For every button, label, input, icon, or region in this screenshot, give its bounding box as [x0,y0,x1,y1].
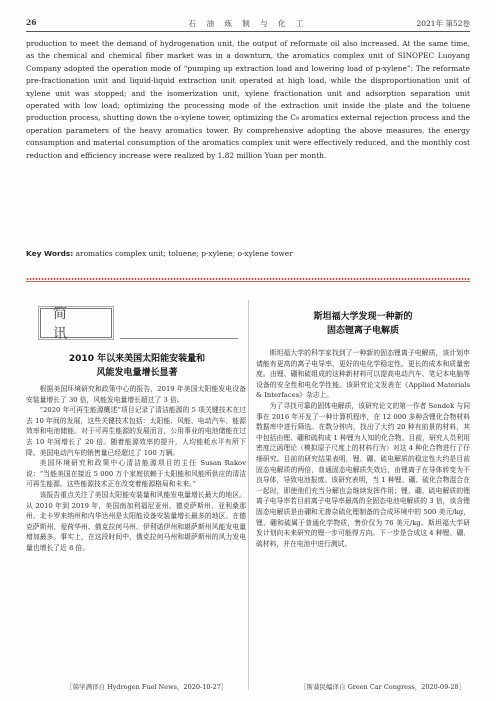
right-article-title [256,310,470,338]
left-article-source: ［韩学满译自 Hydrogen Fuel News，2020-10-27］ [66,683,228,691]
left-paragraph: “2020 年可再生能源概述”项目记录了清洁能源的 5 项关键技术在过去 10 年间的发展，这些关键技术包括：太阳能、风能、电动汽车、能源效率和电池储能。对于可再生能源的发展而言，公用事业的电池储能在过去 10 年间增长了 20 倍。随着能源效率的提升，人均能耗水平有所下降。美国电动汽车的销售量已经超过了 100 万辆。 [26,406,246,457]
right-paragraph: 斯坦福大学的科学家找到了一种新的固态锂离子电解质，该计划申请能有更高的离子电导率、更好的电化学稳定性、更长的成本和质量密度。由锂、硼和硫组成的这种新材料可以提高电动汽车、笔记本电脑等设备的安全性和电化学性能。该研究论文发表在《Applied Materials & Interfaces》杂志上。 [256,349,470,400]
left-title-line1: 2010 年以来美国太阳能安装量和 [68,354,206,364]
left-paragraph: 该报告重点关注了美国太阳能安装量和风能发电量增长最大的地区。从 2010 年到 2019 年，美国南加利福尼亚州、德克萨斯州、亚利桑那州、北卡罗来纳州和内华达州是太阳能设备安装量增长最多的地区。在德克萨斯州、爱荷华州、俄克拉何马州、伊利诺伊州和堪萨斯州风能发电量增加最多。事实上，在这段时间中，俄克拉何马州和堪萨斯州的风力发电量也增长了近 8 倍。 [26,490,246,552]
page-header [26,18,470,30]
page-number: 26 [26,18,37,27]
header-rule [26,31,470,32]
right-title-line1: 斯坦福大学发现一种新的 [313,312,413,322]
left-paragraph: 根据美国环境研究和政策中心的报告，2019 年美国太阳能发电设备安装量增长了 30 倍，风能发电量增长超过了 3 倍。 [26,385,246,404]
brief-underline [120,338,238,339]
brief-badge: 简 讯 [40,308,112,338]
left-article-body [26,384,246,554]
left-paragraph: 美国环境研究和政策中心清洁能源项目的主任 Susan Rakov 说：“当能美国在接近 5 000 万个家庭依赖于太阳能和风能所供应的清洁可再生能源。这些能源技术正在改变着能源格局和未来。” [26,459,246,489]
right-paragraph: 为了寻找可靠的固体电解质，该研究论文的第一作者 Sendek 与同事在 2016 年开发了一种计算机程序，在 12 000 多种含锂化合物材料数据库中进行筛选。在数分钟内，找出了大约 20 种有前景的材料，其中包括由锂、硼和硫构成 1 种锂为人知的化合物。目前，研究人员利用密度泛函理论（模拟原子尺度上的材料行为）对这 4 种化合物进行了仔细研究。目前的研究结果表明，锂、硼、硫电解质的稳定性大约是目前固态电解质的两倍，普通固态电解质失效后，由锂离子在导体转变为不良导体，导致电池报废。该研究表明，当 1 种锂、硼、硫化合物混合在一起时，即使他们充当分解也会继续发挥作用；锂、硼、硫电解质的锂离子电导率若目前离子电导率最高的全固态电池电解质的 3 倍，该含锂固态电解质是由硼和无掺杂硫化锂制备的合成环境中的 500 美元/kg，锂、硼和硫属于普通化学物质，售价仅为 76 美元/kg。斯坦福大学研发计划向未来研究的锂一步可能得方向。下一步是合成这 4 种锂、硼、硫材料，并在电池中进行测试。 [256,401,470,548]
left-title-line2: 风能发电量增长显著 [96,368,178,378]
issue-label: 2021年 第52卷 [416,19,470,28]
journal-title: 石 油 炼 制 与 化 工 [188,19,308,28]
left-article-title [26,352,248,380]
right-article-body [256,348,470,549]
column-divider [248,300,249,690]
keywords-label: Key Words: [26,249,74,258]
section-divider [26,277,470,282]
right-title-line2: 固态锂离子电解质 [326,326,399,336]
abstract-text: production to meet the demand of hydrogenation unit, the output of reformate oil also increased. At the same time, as the chemical and chemical fiber market was in a downturn, the aromatics complex unit of SINOPEC Luoyang Company adopted the operation mode of “pumping up extraction load and lowering load of p-xylene”: The reformate pre-fractionation unit and liquid-liquid extraction unit operated at high load, while the disproportionation unit of xylene unit was stopped; and the isomerization unit, xylene fractionation unit and adsorption separation unit operated with low load; optimizing the processing mode of the extraction unit inside the plate and the toluene production process, shutting down the o-xylene tower, optimizing the C₉ aromatics external rejection process and the operation parameters of the heavy aromatics tower. By comprehensive adopting the above measures, the energy consumption and material consumption of the aromatics complex unit were effectively reduced, and the monthly cost reduction and efficiency increase were realized by 1.82 million Yuan per month. [26,39,470,160]
right-article-source: ［斯葵民编译自 Green Car Congress，2020-09-28］ [300,683,466,691]
keywords-text: aromatics complex unit; toluene; p-xylene; o-xylene tower [75,249,293,258]
keywords-line [26,249,470,258]
